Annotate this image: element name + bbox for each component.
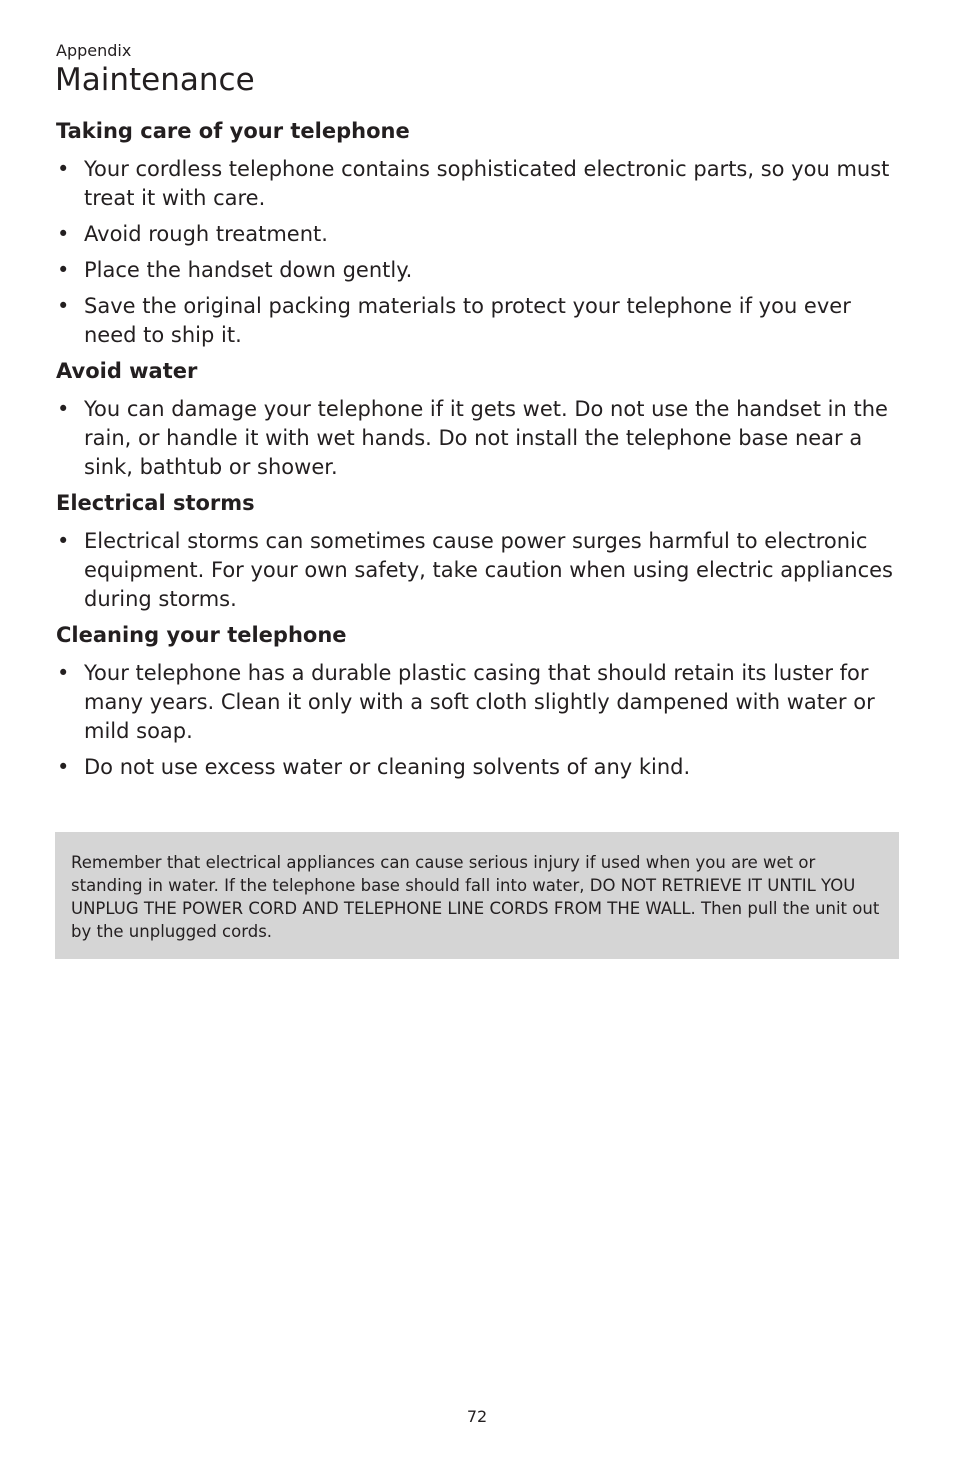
list-item [56, 155, 906, 213]
bullet-list [56, 527, 906, 614]
bullet-list [56, 155, 906, 350]
list-item-text: Do not use excess water or cleaning solvents of any kind. [84, 755, 691, 779]
main-content [56, 117, 906, 789]
bullet-icon: • [57, 755, 70, 779]
section-heading: Taking care of your telephone [56, 119, 410, 143]
list-item-text: You can damage your telephone if it gets wet. Do not use the handset in the rain, or handle it with wet hands. Do not install the telephone base near a sink, bathtub or shower. [84, 397, 888, 479]
section-taking-care [56, 117, 906, 350]
bullet-icon: • [57, 661, 70, 685]
list-item [56, 395, 906, 482]
list-item [56, 659, 906, 746]
list-item-text: Your telephone has a durable plastic casing that should retain its luster for many years. Clean it only with a soft cloth slightly dampened with water or mild soap. [84, 661, 875, 743]
list-item [56, 256, 906, 285]
list-item-text: Avoid rough treatment. [84, 222, 328, 246]
section-heading: Avoid water [56, 359, 198, 383]
bullet-icon: • [57, 222, 70, 246]
page-title: Maintenance [55, 62, 255, 98]
section-heading: Cleaning your telephone [56, 623, 347, 647]
list-item-text: Your cordless telephone contains sophisticated electronic parts, so you must treat it with care. [84, 157, 890, 210]
page-number: 72 [466, 1407, 488, 1426]
list-item [56, 527, 906, 614]
warning-note-text: Remember that electrical appliances can cause serious injury if used when you are wet or standing in water. If the telephone base should fall into water, DO NOT RETRIEVE IT UNTIL YOU UNPLUG THE POWER CORD AND TELEPHONE LINE CORDS FROM THE WALL. Then pull the unit out by the unplugged cords. [71, 853, 880, 941]
warning-note-box [55, 832, 899, 959]
bullet-icon: • [57, 258, 70, 282]
list-item-text: Place the handset down gently. [84, 258, 413, 282]
section-avoid-water [56, 357, 906, 482]
list-item-text: Save the original packing materials to protect your telephone if you ever need to ship it. [84, 294, 851, 347]
section-heading: Electrical storms [56, 491, 255, 515]
list-item [56, 753, 906, 782]
section-label: Appendix [56, 41, 132, 60]
section-electrical-storms [56, 489, 906, 614]
bullet-list [56, 395, 906, 482]
list-item [56, 292, 906, 350]
bullet-icon: • [57, 157, 70, 181]
bullet-list [56, 659, 906, 782]
bullet-icon: • [57, 529, 70, 553]
section-cleaning [56, 621, 906, 782]
bullet-icon: • [57, 397, 70, 421]
list-item-text: Electrical storms can sometimes cause power surges harmful to electronic equipment. For your own safety, take caution when using electric appliances during storms. [84, 529, 893, 611]
bullet-icon: • [57, 294, 70, 318]
list-item [56, 220, 906, 249]
